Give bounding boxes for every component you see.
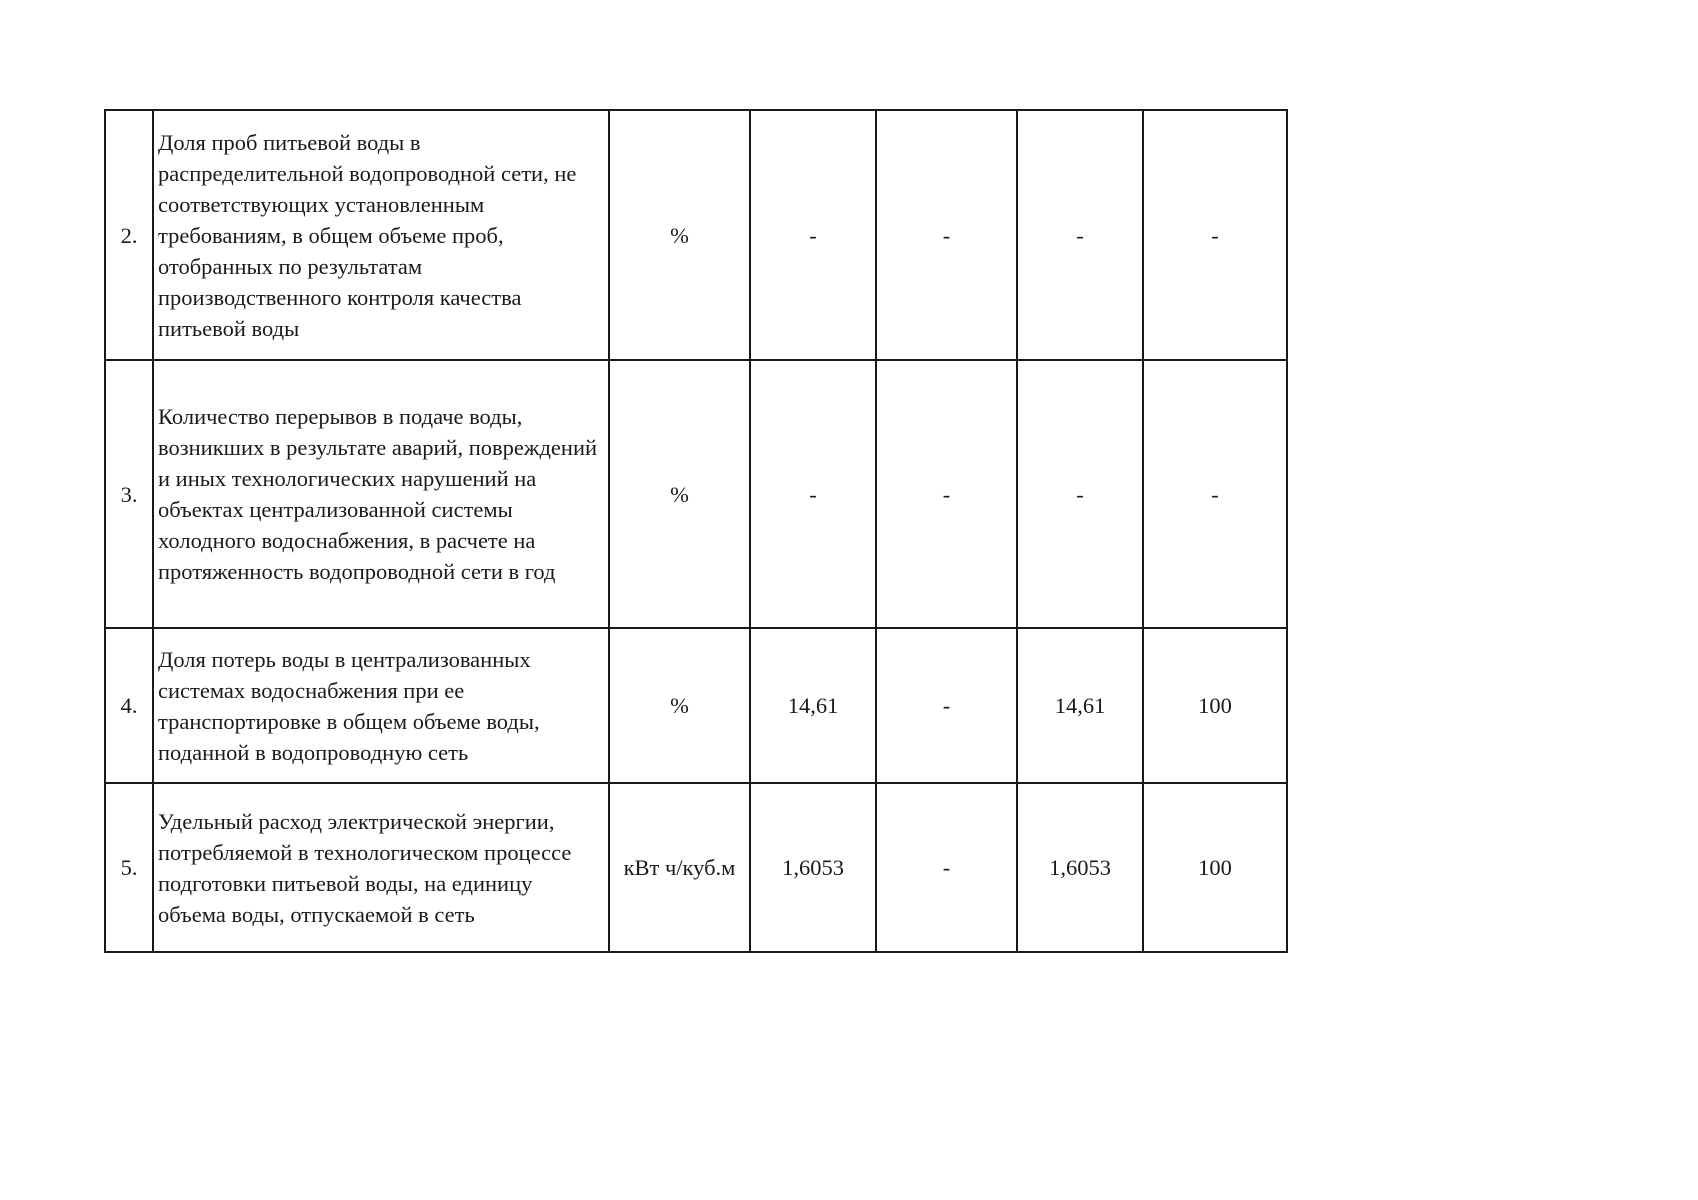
value-cell: - bbox=[750, 360, 876, 628]
indicator-description: Доля потерь воды в централизованных системах водоснабжения при ее транспортировке в общем объеме воды, поданной в водопроводную сеть bbox=[153, 628, 609, 783]
indicators-table bbox=[104, 109, 1288, 953]
row-number: 3. bbox=[105, 360, 153, 628]
unit-cell: кВт ч/куб.м bbox=[609, 783, 750, 952]
indicator-description: Удельный расход электрической энергии, потребляемой в технологическом процессе подготовки питьевой воды, на единицу объема воды, отпускаемой в сеть bbox=[153, 783, 609, 952]
row-number: 5. bbox=[105, 783, 153, 952]
value-cell: 1,6053 bbox=[1017, 783, 1143, 952]
value-cell: 14,61 bbox=[1017, 628, 1143, 783]
indicator-description: Количество перерывов в подаче воды, возникших в результате аварий, повреждений и иных технологических нарушений на объектах централизованной системы холодного водоснабжения, в расчете на протяженность водопроводной сети в год bbox=[153, 360, 609, 628]
value-cell: - bbox=[1143, 110, 1287, 360]
value-cell: 14,61 bbox=[750, 628, 876, 783]
indicator-description: Доля проб питьевой воды в распределительной водопроводной сети, не соответствующих установленным требованиям, в общем объеме проб, отобранных по результатам производственного контроля качества питьевой воды bbox=[153, 110, 609, 360]
value-cell: - bbox=[1017, 360, 1143, 628]
value-cell: - bbox=[876, 628, 1017, 783]
value-cell: - bbox=[876, 360, 1017, 628]
value-cell: - bbox=[1143, 360, 1287, 628]
value-cell: 100 bbox=[1143, 628, 1287, 783]
row-number: 4. bbox=[105, 628, 153, 783]
row-number: 2. bbox=[105, 110, 153, 360]
unit-cell: % bbox=[609, 110, 750, 360]
unit-cell: % bbox=[609, 360, 750, 628]
value-cell: - bbox=[876, 783, 1017, 952]
value-cell: 1,6053 bbox=[750, 783, 876, 952]
value-cell: - bbox=[750, 110, 876, 360]
table-row bbox=[105, 628, 1287, 783]
value-cell: - bbox=[1017, 110, 1143, 360]
value-cell: - bbox=[876, 110, 1017, 360]
table-row bbox=[105, 783, 1287, 952]
unit-cell: % bbox=[609, 628, 750, 783]
table-row bbox=[105, 110, 1287, 360]
table-row bbox=[105, 360, 1287, 628]
value-cell: 100 bbox=[1143, 783, 1287, 952]
